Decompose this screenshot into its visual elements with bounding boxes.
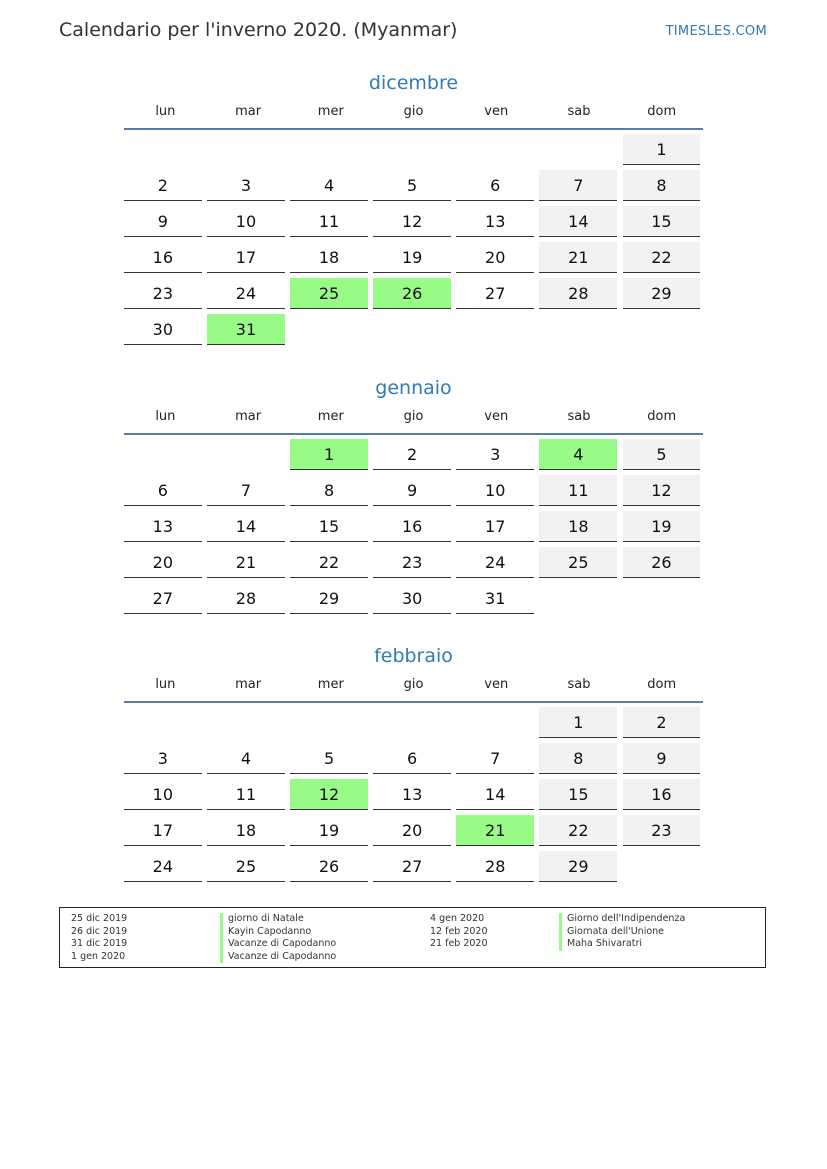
day-cell[interactable]: 24 [456,547,534,578]
weekday-label: sab [567,104,591,119]
day-cell[interactable]: 8 [623,170,701,201]
day-cell[interactable]: 13 [373,779,451,810]
week-row [124,475,703,511]
day-cell[interactable]: 22 [539,815,617,846]
day-cell[interactable]: 11 [539,475,617,506]
day-cell[interactable]: 12 [290,779,368,810]
weekday-label: ven [484,104,509,119]
holiday-name: Vacanze di Capodanno [220,951,336,964]
day-cell[interactable]: 28 [207,583,285,614]
weekday-label: dom [647,409,677,424]
empty-day [456,314,534,345]
day-cell[interactable]: 31 [207,314,285,345]
holiday-legend [59,907,766,968]
empty-day [539,134,617,165]
holiday-date: 26 dic 2019 [71,925,128,937]
day-cell[interactable]: 19 [373,242,451,273]
weekday-label: mar [235,677,262,692]
header-divider [124,128,703,130]
day-cell[interactable]: 1 [290,439,368,470]
empty-day [623,851,701,882]
day-cell[interactable]: 22 [623,242,701,273]
day-cell[interactable]: 3 [124,743,202,774]
day-cell[interactable]: 13 [456,206,534,237]
holiday-name: Kayin Capodanno [220,926,336,939]
week-row [124,511,703,547]
weekday-label: mer [317,677,344,692]
week-row [124,439,703,475]
empty-day [290,707,368,738]
empty-day [539,583,617,614]
week-row [124,547,703,583]
week-row [124,278,703,314]
week-row [124,242,703,278]
empty-day [373,134,451,165]
month-december [124,68,703,350]
empty-day [290,134,368,165]
empty-day [124,707,202,738]
day-cell[interactable]: 5 [623,439,701,470]
day-cell[interactable]: 18 [539,511,617,542]
day-cell[interactable]: 31 [456,583,534,614]
day-cell[interactable]: 29 [539,851,617,882]
day-cell[interactable]: 8 [539,743,617,774]
day-cell[interactable]: 11 [207,779,285,810]
day-cell[interactable]: 28 [456,851,534,882]
day-cell[interactable]: 25 [539,547,617,578]
day-cell[interactable]: 23 [124,278,202,309]
holiday-date: 12 feb 2020 [430,925,488,937]
day-cell[interactable]: 30 [373,583,451,614]
day-cell[interactable]: 2 [623,707,701,738]
day-cell[interactable]: 28 [539,278,617,309]
weekday-label: dom [647,104,677,119]
day-cell[interactable]: 11 [290,206,368,237]
day-cell[interactable]: 7 [456,743,534,774]
weekday-label: gio [403,677,424,692]
site-link[interactable]: TIMESLES.COM [665,24,767,39]
empty-day [207,134,285,165]
month-title: febbraio [374,645,453,667]
weekday-label: ven [484,409,509,424]
weekday-header [124,675,703,701]
empty-day [373,314,451,345]
day-cell[interactable]: 9 [623,743,701,774]
day-cell[interactable]: 17 [207,242,285,273]
day-cell[interactable]: 27 [373,851,451,882]
day-cell[interactable]: 9 [373,475,451,506]
day-cell[interactable]: 2 [373,439,451,470]
day-cell[interactable]: 4 [539,439,617,470]
day-cell[interactable]: 10 [207,206,285,237]
day-cell[interactable]: 7 [207,475,285,506]
week-row [124,851,703,887]
day-cell[interactable]: 3 [456,439,534,470]
day-cell[interactable]: 30 [124,314,202,345]
day-cell[interactable]: 8 [290,475,368,506]
day-cell[interactable]: 6 [124,475,202,506]
day-cell[interactable]: 29 [290,583,368,614]
empty-day [456,707,534,738]
day-cell[interactable]: 27 [124,583,202,614]
empty-day [373,707,451,738]
week-row [124,134,703,170]
weekday-label: mar [235,104,262,119]
week-row [124,314,703,350]
day-cell[interactable]: 19 [290,815,368,846]
day-cell[interactable]: 6 [373,743,451,774]
empty-day [124,439,202,470]
holiday-date: 25 dic 2019 [71,913,128,924]
day-cell[interactable]: 20 [456,242,534,273]
day-cell[interactable]: 1 [623,134,701,165]
day-cell[interactable]: 9 [124,206,202,237]
empty-day [623,583,701,614]
weekday-label: lun [155,409,176,424]
week-row [124,779,703,815]
day-cell[interactable]: 16 [623,779,701,810]
holiday-date: 4 gen 2020 [430,913,485,924]
empty-day [456,134,534,165]
day-cell[interactable]: 17 [124,815,202,846]
day-cell[interactable]: 24 [124,851,202,882]
empty-day [207,439,285,470]
weekday-label: lun [155,677,176,692]
week-row [124,815,703,851]
day-cell[interactable]: 13 [124,511,202,542]
day-cell[interactable]: 25 [290,278,368,309]
empty-day [290,314,368,345]
empty-day [539,314,617,345]
day-cell[interactable]: 15 [623,206,701,237]
week-row [124,583,703,619]
day-cell[interactable]: 16 [124,242,202,273]
day-cell[interactable]: 6 [456,170,534,201]
weekday-label: ven [484,677,509,692]
header-divider [124,701,703,703]
day-cell[interactable]: 12 [623,475,701,506]
day-cell[interactable]: 19 [623,511,701,542]
day-cell[interactable]: 5 [290,743,368,774]
empty-day [623,314,701,345]
holiday-name: Giornata dell'Unione [559,926,685,939]
day-cell[interactable]: 26 [290,851,368,882]
day-cell[interactable]: 26 [623,547,701,578]
weekday-label: dom [647,677,677,692]
holiday-name: Maha Shivaratri [559,938,685,951]
day-cell[interactable]: 14 [207,511,285,542]
day-cell[interactable]: 21 [456,815,534,846]
holiday-date: 1 gen 2020 [71,950,126,962]
page-title: Calendario per l'inverno 2020. (Myanmar) [59,19,458,41]
day-cell[interactable]: 2 [124,170,202,201]
day-cell[interactable]: 22 [290,547,368,578]
day-cell[interactable]: 5 [373,170,451,201]
day-cell[interactable]: 10 [456,475,534,506]
day-cell[interactable]: 21 [539,242,617,273]
day-cell[interactable]: 1 [539,707,617,738]
weekday-label: lun [155,104,176,119]
day-cell[interactable]: 29 [623,278,701,309]
month-title: gennaio [375,377,452,399]
day-cell[interactable]: 12 [373,206,451,237]
holiday-date: 21 feb 2020 [430,938,488,950]
holiday-date: 31 dic 2019 [71,938,128,950]
week-row [124,707,703,743]
holiday-name: Giorno dell'Indipendenza [559,913,685,926]
day-cell[interactable]: 26 [373,278,451,309]
weekday-label: sab [567,409,591,424]
month-january [124,373,703,619]
day-cell[interactable]: 4 [290,170,368,201]
day-cell[interactable]: 4 [207,743,285,774]
weekday-label: mer [317,409,344,424]
day-cell[interactable]: 21 [207,547,285,578]
empty-day [124,134,202,165]
day-cell[interactable]: 25 [207,851,285,882]
day-cell[interactable]: 20 [373,815,451,846]
day-cell[interactable]: 27 [456,278,534,309]
day-cell[interactable]: 17 [456,511,534,542]
empty-day [207,707,285,738]
day-cell[interactable]: 18 [207,815,285,846]
day-cell[interactable]: 3 [207,170,285,201]
day-cell[interactable]: 15 [290,511,368,542]
day-cell[interactable]: 14 [456,779,534,810]
month-title: dicembre [368,72,459,94]
day-cell[interactable]: 23 [623,815,701,846]
day-cell[interactable]: 14 [539,206,617,237]
week-row [124,743,703,779]
day-cell[interactable]: 18 [290,242,368,273]
day-cell[interactable]: 7 [539,170,617,201]
day-cell[interactable]: 23 [373,547,451,578]
weekday-label: gio [403,104,424,119]
month-february [124,641,703,887]
week-row [124,206,703,242]
weekday-label: mar [235,409,262,424]
weekday-label: sab [567,677,591,692]
holiday-name: Vacanze di Capodanno [220,938,336,951]
day-cell[interactable]: 16 [373,511,451,542]
day-cell[interactable]: 20 [124,547,202,578]
week-row [124,170,703,206]
weekday-header [124,407,703,433]
day-cell[interactable]: 24 [207,278,285,309]
weekday-label: mer [317,104,344,119]
header-divider [124,433,703,435]
weekday-header [124,102,703,128]
holiday-name: giorno di Natale [220,913,336,926]
day-cell[interactable]: 10 [124,779,202,810]
weekday-label: gio [403,409,424,424]
day-cell[interactable]: 15 [539,779,617,810]
